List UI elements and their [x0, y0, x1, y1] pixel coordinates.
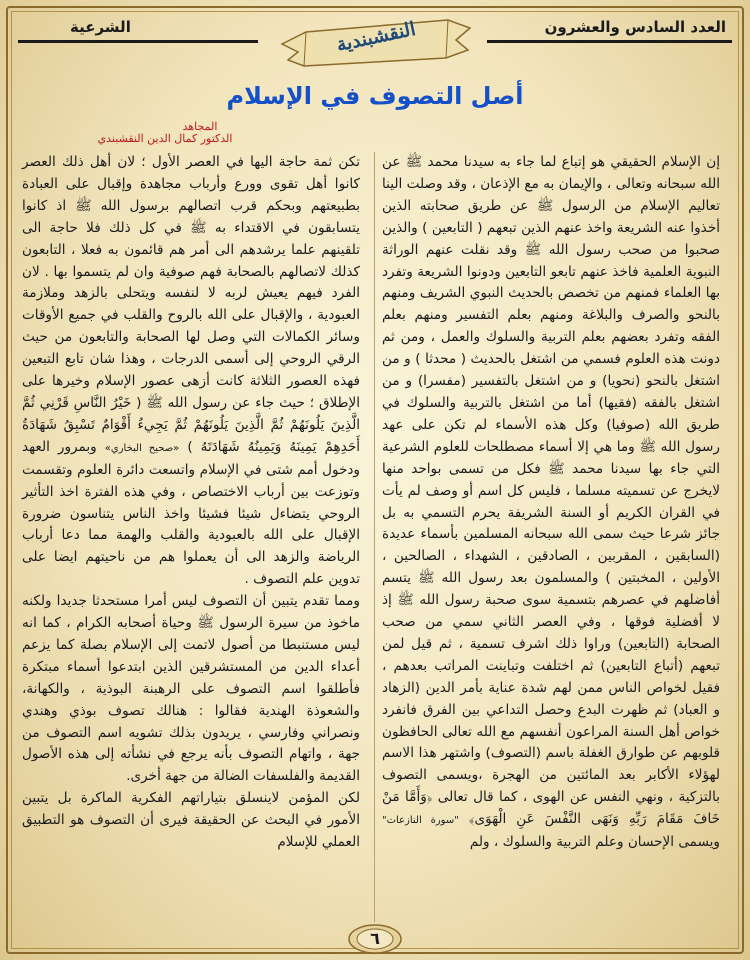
left-column-para-2: ومما تقدم يتبين أن التصوف ليس أمرا مستحدثا جديدا ولكنه ماخوذ من سيرة الرسول ﷺ وحياة أصحابه الكرام ، كما انه ليس مستنبطا من أصول لاتمت إلى الإسلام بصلة كما يزعم أعداء الدين من المستشرقين الذين ابتدعوا أسماء مبتكرة فأطلقوا اسم التصوف على الرهبنة البوذية ، والكهانة، والشعوذة الهندية فقالوا : هنالك تصوف بوذي وهندي ونصراني وفارسي ، يريدون بذلك تشويه اسم التصوف من جهة ، واتهام التصوف بأنه يرجع في نشأته إلى هذه الأصول القديمة والفلسفات الضالة من جهة أخرى. — [22, 593, 360, 785]
left-column-para-1: تكن ثمة حاجة اليها في العصر الأول ؛ لان أهل ذلك العصر كانوا أهل تقوى وورع وأرباب مجاهدة وإقبال على العبادة بطبيعتهم وبحكم قرب اتصالهم برسول الله ﷺ اذ كانوا يتسابقون في الاقتداء به ﷺ في كل ذلك فلا حاجة الى تلقينهم علما يرشدهم الى أمر هم قائمون به فعلا ، التابعون كذلك لاتصالهم بالصحابة فهم صوفية وان لم يتسموا بها . لان الفرد فيهم يعيش لربه لا لنفسه ويتحلى بالزهد وملازمة العبودية ، والإقبال على الله بالروح والقلب في جميع الأوقات وسائر الكمالات التي وصل لها الصحابة والتابعون من حيث الرقي الروحي إلى أسمى الدرجات ، وهذا شان تابع التبعين فهذه العصور الثلاثة كانت أزهى عصور الإسلام وخيرها على الإطلاق ؛ حيث جاء عن رسول الله ﷺ ( خَيْرُ النَّاسِ قَرْنِي ثُمَّ الَّذِينَ يَلُونَهُمْ ثُمَّ الَّذِينَ يَلُونَهُمْ ثُمَّ يَجِيءُ أَقْوَامٌ تَسْبِقُ شَهَادَةُ أَحَدِهِمْ يَمِينَهُ وَيَمِينُهُ شَهَادَتَهُ ) — [22, 154, 361, 455]
left-column-para-3: لكن المؤمن لاينسلق بتياراتهم الفكرية الماكرة بل يتبين الأمور في البحث عن الحقيقة فيرى أن التصوف هو التطبيق العملي للإسلام — [22, 790, 360, 851]
right-column-text: إن الإسلام الحقيقي هو إتباع لما جاء به سيدنا محمد ﷺ عن الله سبحانه وتعالى ، والإيمان به مع الإذعان ، وقد وصلت الينا تعاليم الإسلام من الرسول ﷺ عن طريق صحابته الذين أخذوا عنه الشريعة واخذ عنهم الذين تبعهم ( التابعين ) والذين صحبوا من صحب رسول الله ﷺ وقد نقلت عنهم الوراثة النبوية العلمية فاخذ عنهم تابعو التابعين ودونوا الشريعة وتفرد بها العلماء فمنهم من تخصص بالحديث النبوي الشريف ومنهم بالنحو والصرف والبلاغة ومنهم بعلم التفسير ومنهم بعلم الفقه وتفرد بعضهم بعلم التربية والسلوك والعمل ، ومن ثم دونت هذه العلوم فسمي من اشتغل بالحديث ( محدثا ) و من اشتغل بالنحو (نحويا) و من اشتغل بالتفسير (مفسرا) و من اشتغل بالفقه (فقيها) أما من اشتغل بالتربية والسلوك في طريق الله (صوفيا) وكل هذه الأسماء لم تكن على عهد رسول الله ﷺ وما هي إلا أسماء مصطلحات للعلوم الشرعية التي جاء بها سيدنا محمد ﷺ فكل من تسمى بواحد منها لايخرج عن تسميته مسلما ، فليس كل اسم أو وصف لم يأت في القران الكريم أو السنة الشريفة يحرم التسمي به بل جائز شرعا حيث سمى الله سبحانه المسلمين بأسماء عديدة (السابقين ، المقربين ، الصادقين ، الشهداء ، الصالحين ، الأولين ، المخبتين ) والمسلمون بعد رسول الله ﷺ يتسم أفاضلهم في عصرهم بتسمية سوى صحبة رسول الله ﷺ إذ لا أفضلية فوقها ، وفي العصر الثاني سمي من صحب الصحابة (التابعين) وراوا ذلك اشرف تسمية ، ثم قيل لمن تبعهم (أتباع التابعين) ثم اختلفت وتباينت المراتب بعدهم ، فقيل لخواص الناس ممن لهم شدة عناية بأمر الدين (الزهاد و العباد) ثم ظهرت البدع وحصل التداعي بين الفرق فانفرد خواص أهل السنة المراعون أنفسهم مع الله تعالى الحافظون قلوبهم عن طوارق الغفلة باسم (التصوف) واشتهر هذا الاسم لهؤلاء الأكابر بعد المائتين من الهجرة ،ويسمى التصوف بالتزكية ، ونهي النفس عن الهوى ، كما قال تعالى ﴿وَأَمَّا مَنْ خَافَ مَقَامَ رَبِّهِ وَنَهَى النَّفْسَ عَنِ الْهَوَى﴾ — [382, 154, 721, 828]
left-column-reference: «صحيح البخاري» — [104, 442, 180, 454]
page-number: ٦ — [370, 929, 380, 948]
page-number-badge — [345, 922, 405, 956]
section-label: الشرعية — [70, 18, 131, 36]
right-column-reference: "سورة النازعات" — [382, 815, 459, 827]
left-column-para-1b: وبمرور العهد ودخول أمم شتى في الإسلام واتسعت دائرة العلوم وتقسمت وتوزعت بين أرباب الاختصاص ، وفي هذه الفترة اخذ التأثير الروحي يتضاءل شيئا فشيئا واخذ الناس يتناسون ضرورة الإقبال على الله بالعبودية والقلب والهمة مما دعا أرباب الرياضة والزهد الى أن يعملوا هم من ناحيتهم ايضا على تدوين علم التصوف . — [22, 438, 360, 588]
header-rule-right — [487, 40, 732, 43]
author-name: الدكتور كمال الدين النقشبندي — [97, 132, 233, 145]
article-column-right — [382, 152, 720, 854]
article-title: أصل التصوف في الإسلام — [226, 82, 524, 110]
right-column-end: ويسمى الإحسان وعلم التربية والسلوك ، ولم — [469, 834, 720, 851]
banner-title: النقشبندية — [334, 17, 418, 57]
issue-label: العدد السادس والعشرون — [544, 18, 726, 36]
header-rule-left — [18, 40, 258, 43]
magazine-banner — [278, 14, 474, 72]
author-title: المجاهد — [182, 120, 218, 133]
article-column-left — [22, 152, 360, 854]
column-divider — [374, 152, 375, 922]
